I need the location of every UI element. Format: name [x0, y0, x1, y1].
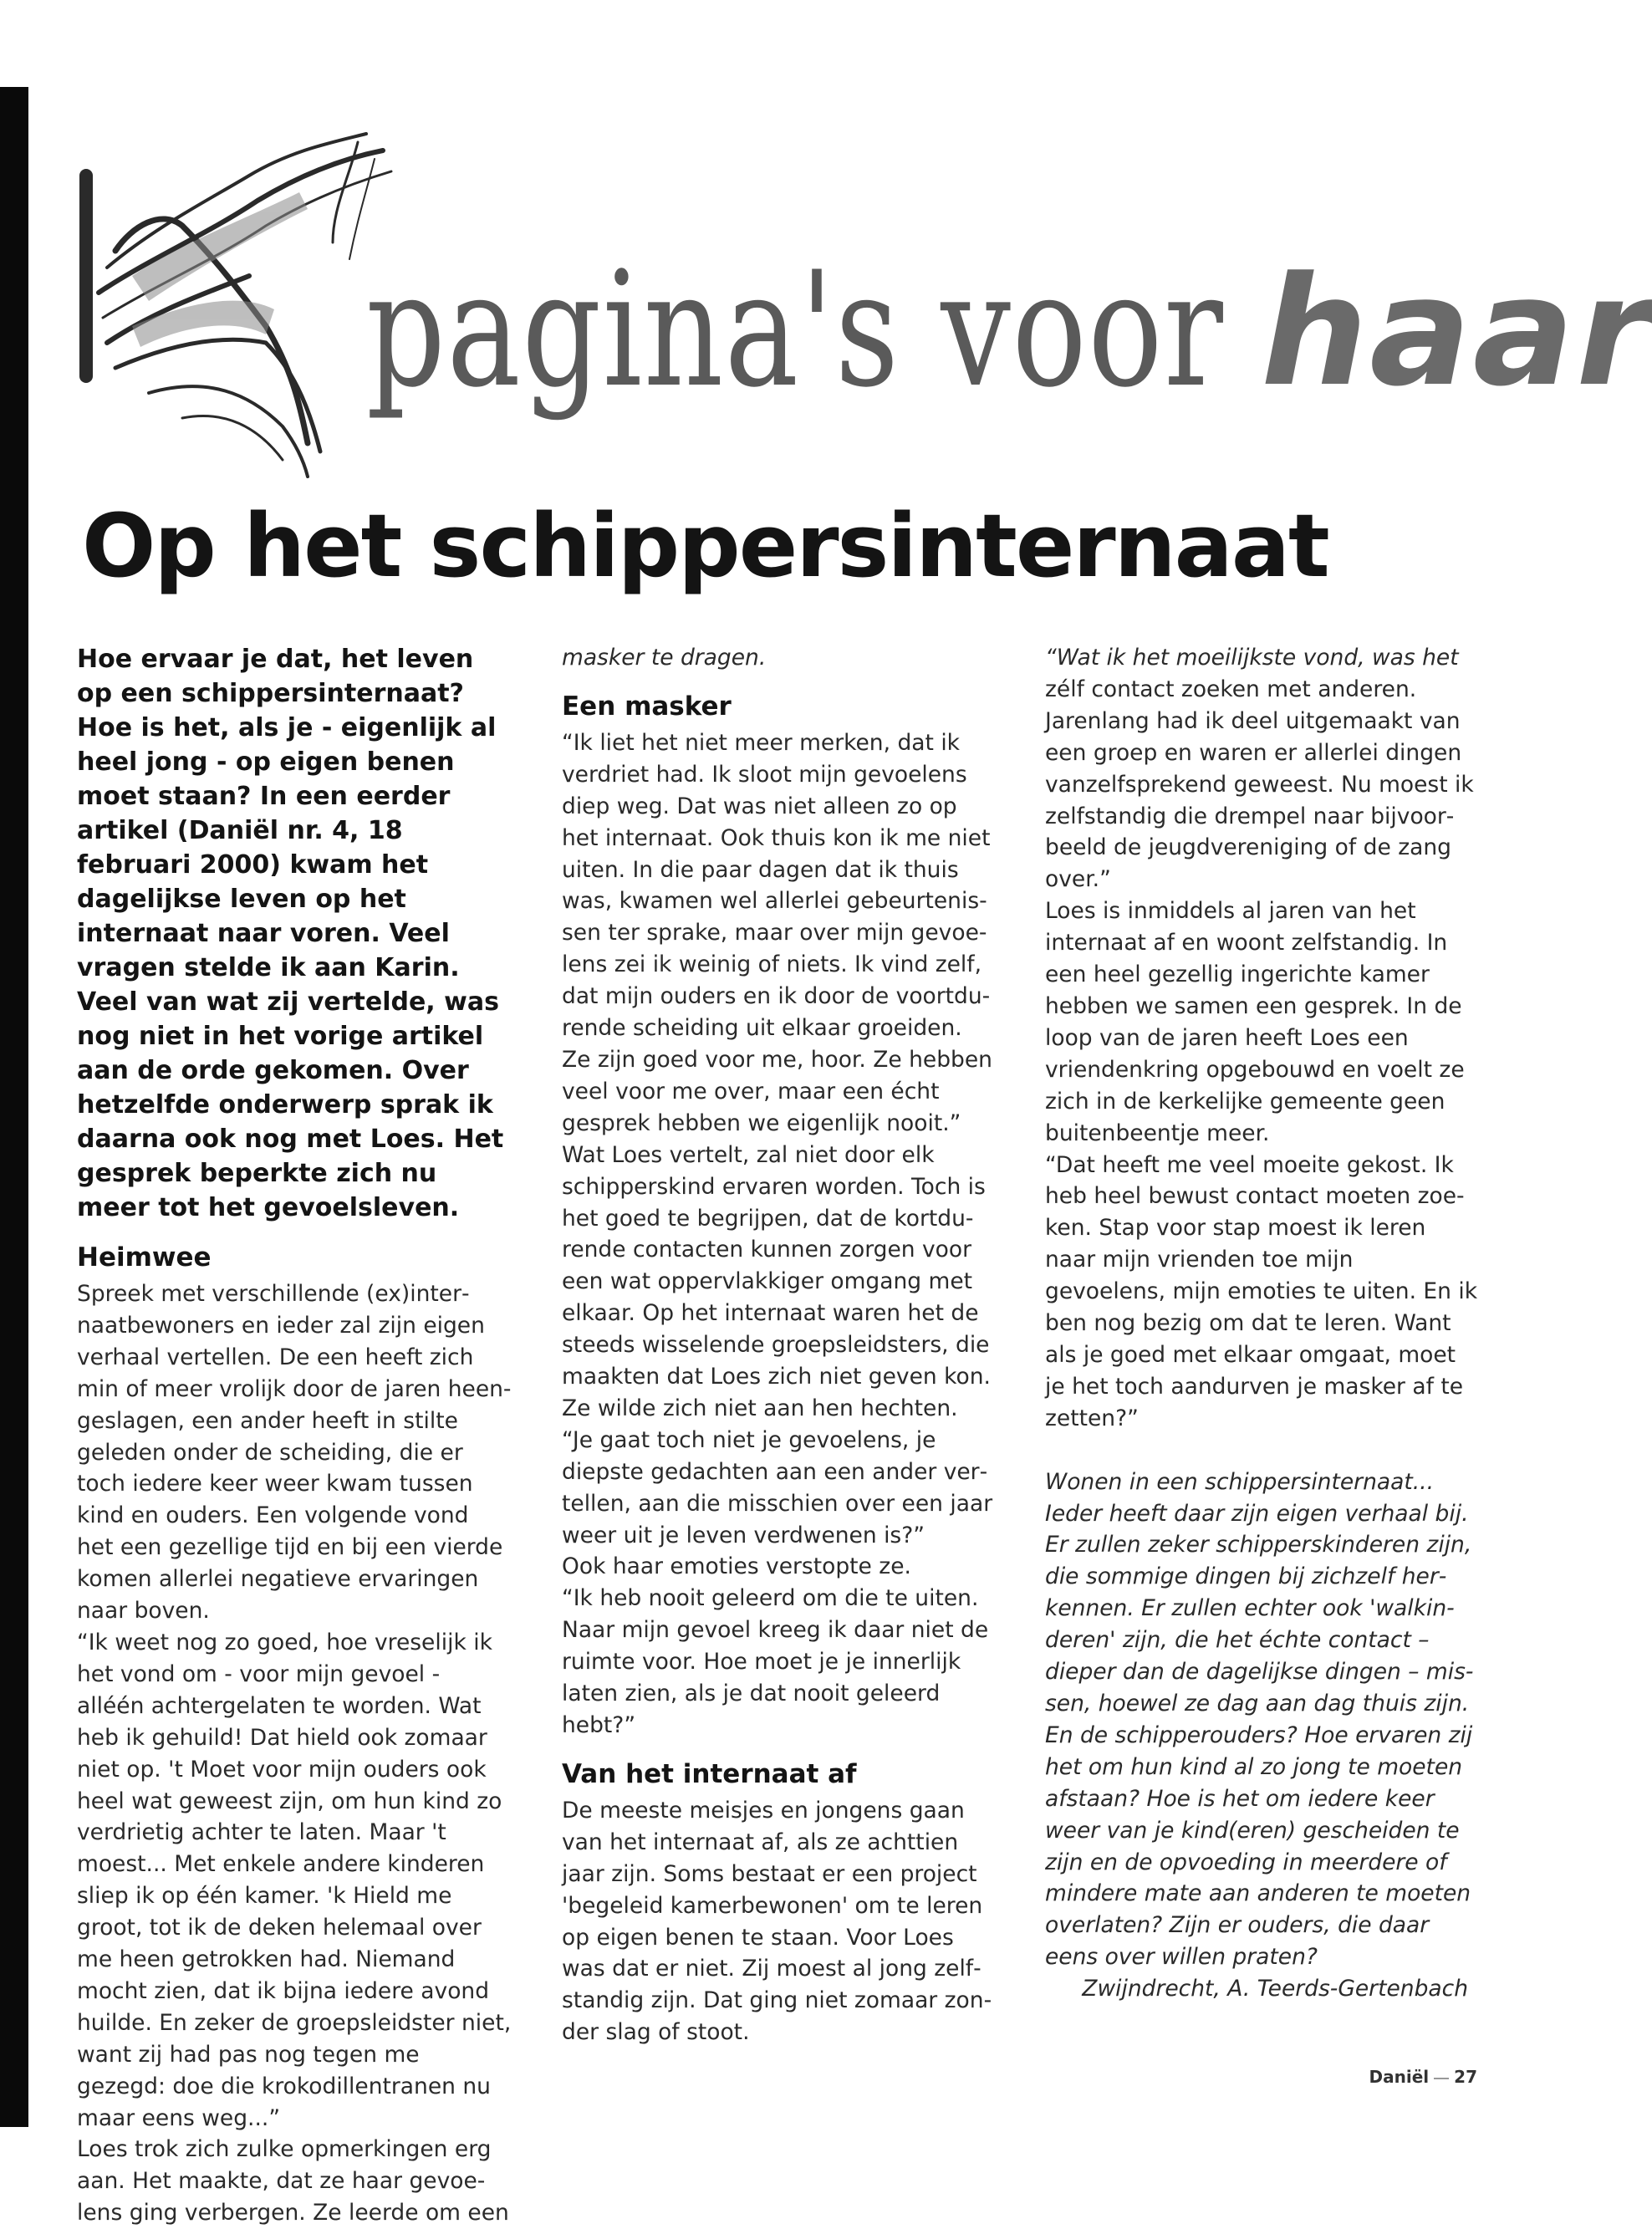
article-intro: Hoe ervaar je dat, het leven op een schippersinternaat? Hoe is het, als je - eigenlijk al heel jong - op eigen benen moet staan? In een eerder artikel (Daniël nr. 4, 18 februari 2000) kwam het dagelijkse leven op het internaat naar voren. Veel vragen stelde ik aan Karin. Veel van wat zij vertelde, was nog niet in het vorige artikel aan de orde gekomen. Over hetzelfde onderwerp sprak ik daarna ook nog met Loes. Het gesprek beperkte zich nu meer tot het gevoelsleven.	[77, 645, 504, 1222]
section-title-light: pagina's voor	[366, 237, 1225, 422]
column-3	[1045, 642, 1480, 2005]
heimwee-paragraph-3-end	[562, 642, 997, 674]
heading-masker: Een masker	[562, 691, 732, 722]
article-title: Op het schippersinternaat	[82, 495, 1328, 597]
heimwee-paragraph-1: Spreek met verschillende (ex)internaatbewoners en ieder zal zijn eigen verhaal vertellen. De een heeft zich min of meer vrolijk door de jaren heengeslagen, een ander heeft in stilte geleden onder de scheiding, die er toch iedere keer weer kwam tussen kind en ouders. Een volgende vond het een gezellige tijd en bij een vierde komen allerlei negatieve ervaringen naar boven.	[77, 1281, 512, 1625]
heading-internaat-af: Van het internaat af	[562, 1758, 857, 1789]
masker-quote-1: “Ik liet het niet meer merken, dat ik verdriet had. Ik sloot mijn gevoelens diep weg. Dat was niet alleen zo op het internaat. Ook thuis kon ik me niet uiten. In die paar dagen dat ik thuis was, kwamen wel allerlei gebeurtenissen ter sprake, maar over mijn gevoelens zei ik weinig of niets. Ik vind zelf, dat mijn ouders en ik door de voortdurende scheiding uit elkaar groeiden. Ze zijn goed voor me, hoor. Ze hebben veel voor me over, maar een écht gesprek hebben we eigenlijk nooit.”	[562, 729, 992, 1136]
page-footer	[1369, 2067, 1477, 2087]
column-2	[562, 642, 997, 2048]
internaat-af-paragraph-3: Loes is inmiddels al jaren van het internaat af en woont zelfstandig. In een heel gezellig ingerichte kamer hebben we samen een gesprek. In de loop van de jaren heeft Loes een vriendenkring opgebouwd en voelt ze zich in de kerkelijke gemeente geen buitenbeentje meer.	[1045, 898, 1465, 1146]
column-1	[77, 642, 512, 2229]
heimwee-paragraph-3-text: Loes trok zich zulke opmerkingen erg aan. Het maakte, dat ze haar gevoelens ging verbergen. Ze leerde om een	[77, 2136, 509, 2226]
left-edge-bar	[0, 87, 28, 2127]
closing-paragraph: Wonen in een schippersinternaat... Ieder heeft daar zijn eigen verhaal bij. Er zullen zeker schipperskinderen zijn, die sommige dingen bij zichzelf herkennen. Er zullen echter ook 'walkinderen' zijn, die het échte contact – dieper dan de dagelijkse dingen – missen, hoewel ze dag aan dag thuis zijn. En de schipperouders? Hoe ervaren zij het om hun kind al zo jong te moeten afstaan? Hoe is het om iedere keer weer van je kind(eren) gescheiden te zijn en de opvoeding in meerdere of mindere mate aan anderen te moeten overlaten? Zijn er ouders, die daar eens over willen praten?	[1045, 1468, 1474, 1971]
heimwee-quote: “Ik weet nog zo goed, hoe vreselijk ik het vond om - voor mijn gevoel - alléén achtergelaten te worden. Wat heb ik gehuild! Dat hield ook zomaar niet op. 't Moet voor mijn ouders ook heel wat geweest zijn, om hun kind zo verdrietig achter te laten. Maar 't moest... Met enkele andere kinderen sliep ik op één kamer. 'k Hield me groot, tot ik de deken helemaal over me heen getrokken had. Niemand mocht zien, dat ik bijna iedere avond huilde. En zeker de groepsleidster niet, want zij had pas nog tegen me gezegd: doe die krokodillentranen nu maar eens weg...”	[77, 1629, 512, 2131]
section-title-bold: haar	[1261, 245, 1652, 420]
footer-divider	[1434, 2078, 1449, 2079]
masker-quote-3: “Ik heb nooit geleerd om die te uiten. Naar mijn gevoel kreeg ik daar niet de ruimte voor. Hoe moet je je innerlijk laten zien, als je dat nooit geleerd hebt?”	[562, 1585, 989, 1738]
page-number: 27	[1454, 2067, 1477, 2087]
section-title	[366, 237, 1652, 422]
heimwee-paragraph-3-italic: masker te dragen.	[562, 645, 767, 671]
internaat-af-quote-1	[1045, 642, 1480, 895]
section-header	[82, 125, 1652, 493]
heading-heimwee: Heimwee	[77, 1242, 212, 1273]
publication-name: Daniël	[1369, 2067, 1430, 2087]
heimwee-paragraph-3	[77, 2134, 512, 2229]
author-signature: Zwijndrecht, A. Teerds-Gertenbach	[1082, 1976, 1468, 2002]
internaat-af-quote-1-italic: “Wat ik het moeilijkste vond, was het	[1045, 645, 1459, 671]
internaat-af-quote-1-rest: zélf contact zoeken met anderen. Jarenlang had ik deel uitgemaakt van een groep en waren er allerlei dingen vanzelfsprekend geweest. Nu moest ik zelfstandig die drempel naar bijvoorbeeld de jeugdvereniging of de zang over.”	[1045, 676, 1474, 893]
masker-paragraph-2: Wat Loes vertelt, zal niet door elk schipperskind ervaren worden. Toch is het goed te begrijpen, dat de kortdurende contacten kunnen zorgen voor een wat oppervlakkiger omgang met elkaar. Op het internaat waren het de steeds wisselende groepsleidsters, die maakten dat Loes zich niet geven kon. Ze wilde zich niet aan hen hechten.	[562, 1141, 991, 1421]
masker-quote-2: “Je gaat toch niet je gevoelens, je diepste gedachten aan een ander vertellen, aan die misschien over een jaar weer uit je leven verdwenen is?”	[562, 1426, 993, 1548]
masker-paragraph-4: Ook haar emoties verstopte ze.	[562, 1553, 911, 1580]
internaat-af-paragraph-1: De meeste meisjes en jongens gaan van het internaat af, als ze achttien jaar zijn. Soms bestaat er een project 'begeleid kamerbewonen' om te leren op eigen benen te staan. Voor Loes was dat er niet. Zij moest al jong zelfstandig zijn. Dat ging niet zomaar zonder slag of stoot.	[562, 1797, 992, 2046]
internaat-af-quote-2: “Dat heeft me veel moeite gekost. Ik heb heel bewust contact moeten zoeken. Stap voor stap moest ik leren naar mijn vrienden toe mijn gevoelens, mijn emoties te uiten. En ik ben nog bezig om dat te leren. Want als je goed met elkaar omgaat, moet je het toch aandurven je masker af te zetten?”	[1045, 1151, 1478, 1431]
